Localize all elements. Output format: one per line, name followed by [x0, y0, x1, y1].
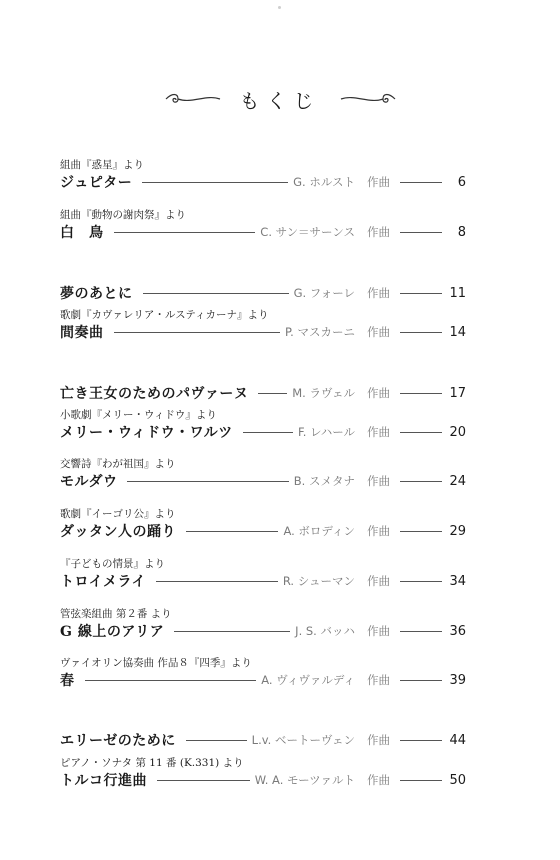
composed-by-label: 作曲 — [367, 574, 390, 588]
page-title: もくじ — [239, 88, 321, 113]
leader-line — [174, 631, 290, 632]
composer-name: M. ラヴェル — [292, 386, 355, 400]
page-leader-line — [400, 182, 442, 183]
piece-title: 夢のあとに — [60, 286, 133, 302]
piece-title: 亡き王女のためのパヴァーヌ — [60, 386, 249, 402]
page-leader-line — [400, 740, 442, 741]
page-number: 29 — [449, 523, 466, 539]
entry-row — [60, 521, 466, 541]
leader-line — [243, 432, 293, 433]
composed-by-label: 作曲 — [367, 524, 390, 538]
flourish-left-icon — [164, 91, 222, 107]
page-leader-line — [400, 631, 442, 632]
page-leader-line — [400, 780, 442, 781]
toc-entry[interactable] — [60, 756, 466, 790]
entry-row — [60, 422, 466, 442]
entry-subtitle — [60, 369, 466, 383]
page-number: 8 — [457, 224, 466, 240]
toc-entry[interactable] — [60, 557, 466, 591]
page-leader-line — [400, 293, 442, 294]
composer-name: P. マスカーニ — [285, 325, 355, 339]
leader-line — [258, 393, 287, 394]
piece-title: モルダウ — [60, 474, 118, 490]
composed-by-label: 作曲 — [367, 624, 390, 638]
composer-name: F. レハール — [297, 425, 355, 439]
composer-name: B. スメタナ — [293, 474, 355, 488]
composed-by-label: 作曲 — [367, 474, 390, 488]
toc-entry[interactable] — [60, 408, 466, 442]
entry-subtitle — [60, 716, 466, 730]
entry-row — [60, 383, 466, 403]
page-number: 17 — [449, 385, 466, 401]
page-leader-line — [400, 481, 442, 482]
piece-title: ダッタン人の踊り — [60, 524, 176, 540]
composer-name: G. ホルスト — [293, 175, 355, 189]
composed-by-label: 作曲 — [367, 325, 390, 339]
composer-name: W. A. モーツァルト — [254, 773, 355, 787]
entry-row — [60, 730, 466, 750]
composer-name: G. フォーレ — [293, 286, 355, 300]
piece-title: トルコ行進曲 — [60, 773, 147, 789]
page-leader-line — [400, 581, 442, 582]
entry-subtitle: 歌劇『カヴァレリア・ルスティカーナ』より — [60, 309, 269, 321]
toc-entry[interactable] — [60, 716, 466, 750]
entry-row — [60, 322, 466, 342]
toc-entry[interactable] — [60, 457, 466, 491]
leader-line — [127, 481, 288, 482]
entry-subtitle: 交響詩『わが祖国』より — [60, 458, 176, 470]
composed-by-label: 作曲 — [367, 225, 390, 239]
entry-subtitle: 小歌劇『メリー・ウィドウ』より — [60, 409, 217, 421]
toc-entry[interactable] — [60, 607, 466, 641]
entry-row — [60, 172, 466, 192]
piece-title: トロイメライ — [60, 574, 147, 590]
piece-title: 春 — [60, 673, 75, 689]
composer-name: A. ヴィヴァルディ — [261, 673, 355, 687]
composed-by-label: 作曲 — [367, 425, 390, 439]
entry-row — [60, 770, 466, 790]
page-leader-line — [400, 680, 442, 681]
leader-line — [85, 680, 257, 681]
page-leader-line — [400, 432, 442, 433]
composed-by-label: 作曲 — [367, 733, 390, 747]
composer-name: C. サン＝サーンス — [260, 225, 355, 239]
entry-row — [60, 621, 466, 641]
composed-by-label: 作曲 — [367, 386, 390, 400]
flourish-right-icon — [339, 91, 397, 107]
entry-subtitle: 歌劇『イーゴリ公』より — [60, 508, 176, 520]
leader-line — [114, 232, 256, 233]
toc-entry[interactable] — [60, 369, 466, 403]
page-number: 11 — [449, 285, 466, 301]
entry-subtitle: ピアノ・ソナタ 第 11 番 (K.331) より — [60, 757, 244, 769]
page-number: 36 — [449, 623, 466, 639]
piece-title: ジュピター — [60, 175, 133, 191]
toc-entry[interactable] — [60, 308, 466, 342]
composer-name: R. シューマン — [282, 574, 355, 588]
entry-row — [60, 670, 466, 690]
leader-line — [142, 182, 288, 183]
page-number: 24 — [449, 473, 466, 489]
toc-header — [0, 84, 560, 114]
composed-by-label: 作曲 — [367, 175, 390, 189]
page-number: 14 — [449, 324, 466, 340]
leader-line — [157, 780, 250, 781]
toc-entry[interactable] — [60, 208, 466, 242]
piece-title: G 線上のアリア — [60, 624, 165, 640]
composed-by-label: 作曲 — [367, 286, 390, 300]
leader-line — [114, 332, 281, 333]
leader-line — [186, 531, 278, 532]
composed-by-label: 作曲 — [367, 773, 390, 787]
composer-name: L.v. ベートーヴェン — [251, 733, 355, 747]
page-leader-line — [400, 332, 442, 333]
composer-name: J. S. バッハ — [295, 624, 355, 638]
toc-entry[interactable] — [60, 158, 466, 192]
leader-line — [186, 740, 247, 741]
page-number: 50 — [449, 772, 466, 788]
toc-entry[interactable] — [60, 507, 466, 541]
page-leader-line — [400, 232, 442, 233]
entry-subtitle — [60, 269, 466, 283]
entry-row — [60, 471, 466, 491]
piece-title: エリーゼのために — [60, 733, 176, 749]
entry-subtitle: 『子どもの情景』より — [60, 558, 165, 570]
page-dot — [278, 6, 281, 9]
entry-subtitle: 管弦楽組曲 第２番 より — [60, 608, 172, 620]
composer-name: A. ボロディン — [283, 524, 355, 538]
composed-by-label: 作曲 — [367, 673, 390, 687]
entry-subtitle: 組曲『動物の謝肉祭』より — [60, 209, 186, 221]
leader-line — [143, 293, 289, 294]
page-number: 44 — [449, 732, 466, 748]
page-number: 39 — [449, 672, 466, 688]
entry-row — [60, 571, 466, 591]
leader-line — [156, 581, 278, 582]
page-number: 34 — [449, 573, 466, 589]
page-leader-line — [400, 531, 442, 532]
entry-subtitle: 組曲『惑星』より — [60, 159, 144, 171]
page-number: 6 — [457, 174, 466, 190]
entry-subtitle: ヴァイオリン協奏曲 作品８『四季』より — [60, 657, 252, 669]
page-number: 20 — [449, 424, 466, 440]
toc-entry[interactable] — [60, 656, 466, 690]
entry-row — [60, 222, 466, 242]
piece-title: メリー・ウィドウ・ワルツ — [60, 425, 233, 441]
piece-title: 間奏曲 — [60, 325, 104, 341]
piece-title: 白 鳥 — [60, 225, 104, 241]
entry-row — [60, 283, 466, 303]
toc-entry[interactable] — [60, 269, 466, 303]
page-leader-line — [400, 393, 442, 394]
